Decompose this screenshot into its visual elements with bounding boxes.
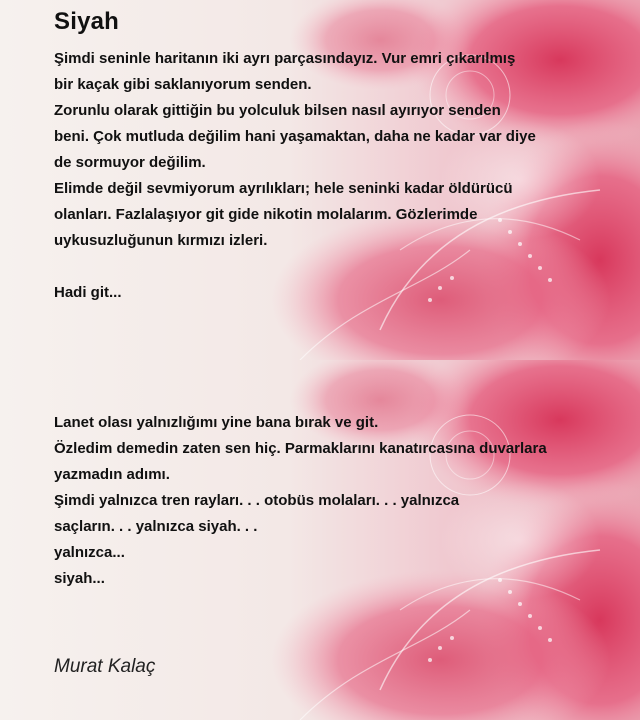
poem-line: saçların. . . yalnızca siyah. . . [54, 518, 258, 535]
poem-author: Murat Kalaç [54, 656, 156, 677]
stanza-gap [54, 254, 594, 280]
poem-line: bir kaçak gibi saklanıyorum senden. [54, 76, 312, 93]
poem-line: Özledim demedin zaten sen hiç. Parmaklarını kanatırcasına duvarlara [54, 440, 547, 457]
poem-line: Elimde değil sevmiyorum ayrılıkları; hele seninki kadar öldürücü [54, 180, 513, 197]
poem-line: Şimdi yalnızca tren rayları. . . otobüs molaları. . . yalnızca [54, 492, 460, 509]
poem-line: Hadi git... [54, 284, 122, 301]
poem-line: Şimdi seninle haritanın iki ayrı parçasındayız. Vur emri çıkarılmış [54, 50, 516, 67]
poem-text-bottom [54, 410, 599, 592]
poem-line: olanları. Fazlalaşıyor git gide nikotin molalarım. Gözlerimde [54, 206, 478, 223]
poem-line: de sormuyor değilim. [54, 154, 206, 171]
poem-line: Zorunlu olarak gittiğin bu yolculuk bilsen nasıl ayırıyor senden [54, 102, 501, 119]
poem-line: beni. Çok mutluda değilim hani yaşamaktan, daha ne kadar var diye [54, 128, 536, 145]
poem-line: Lanet olası yalnızlığımı yine bana bırak ve git. [54, 414, 379, 431]
poem-title: Siyah [54, 8, 120, 35]
poem-line: yalnızca... [54, 544, 125, 561]
poem-line: uykusuzluğunun kırmızı izleri. [54, 232, 268, 249]
poem-panel-bottom [0, 360, 640, 720]
poem-line: yazmadın adımı. [54, 466, 170, 483]
poem-line: siyah... [54, 570, 105, 587]
poem-text-top [54, 46, 594, 306]
